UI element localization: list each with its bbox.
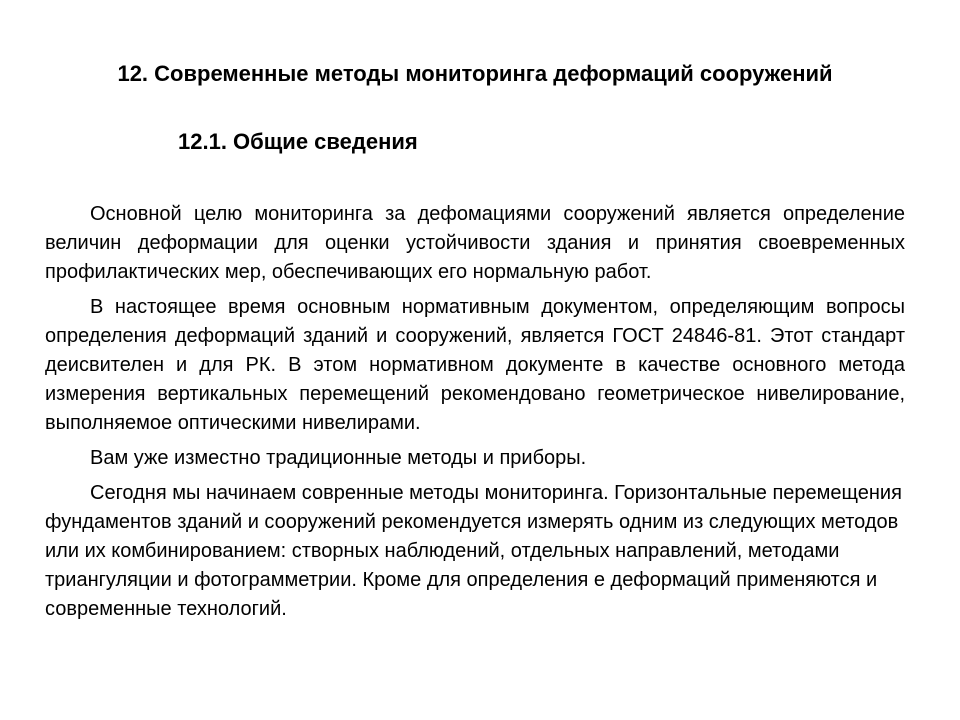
paragraph: Сегодня мы начинаем совренные методы мониторинга. Горизонтальные перемещения фундаментов зданий и сооружений рекомендуется измерять одним из следующих методов или их комбинированием: створных наблюдений, отдельных направлений, методами триангуляции и фотограмметрии. Кроме для определения е деформаций применяются и современные технологий. (45, 482, 902, 620)
body-text (45, 200, 905, 624)
section-subtitle: 12.1. Общие сведения (178, 129, 418, 154)
paragraph: В настоящее время основным нормативным документом, определяющим вопросы определения деформаций зданий и сооружений, является ГОСТ 24846-81. Этот стандарт деисвителен и для РК. В этом нормативном документе в качестве основного метода измерения вертикальных перемещений рекомендовано геометрическое нивелирование, выполняемое оптическими нивелирами. (45, 296, 905, 434)
paragraph: Вам уже изместно традиционные методы и приборы. (90, 447, 587, 469)
paragraph: Основной целю мониторинга за дефомациями сооружений является определение величин деформации для оценки устойчивости здания и принятия своевременных профилактических мер, обеспечивающих его нормальную работ. (45, 203, 905, 283)
page-title: 12. Современные методы мониторинга деформаций сооружений (117, 61, 833, 86)
